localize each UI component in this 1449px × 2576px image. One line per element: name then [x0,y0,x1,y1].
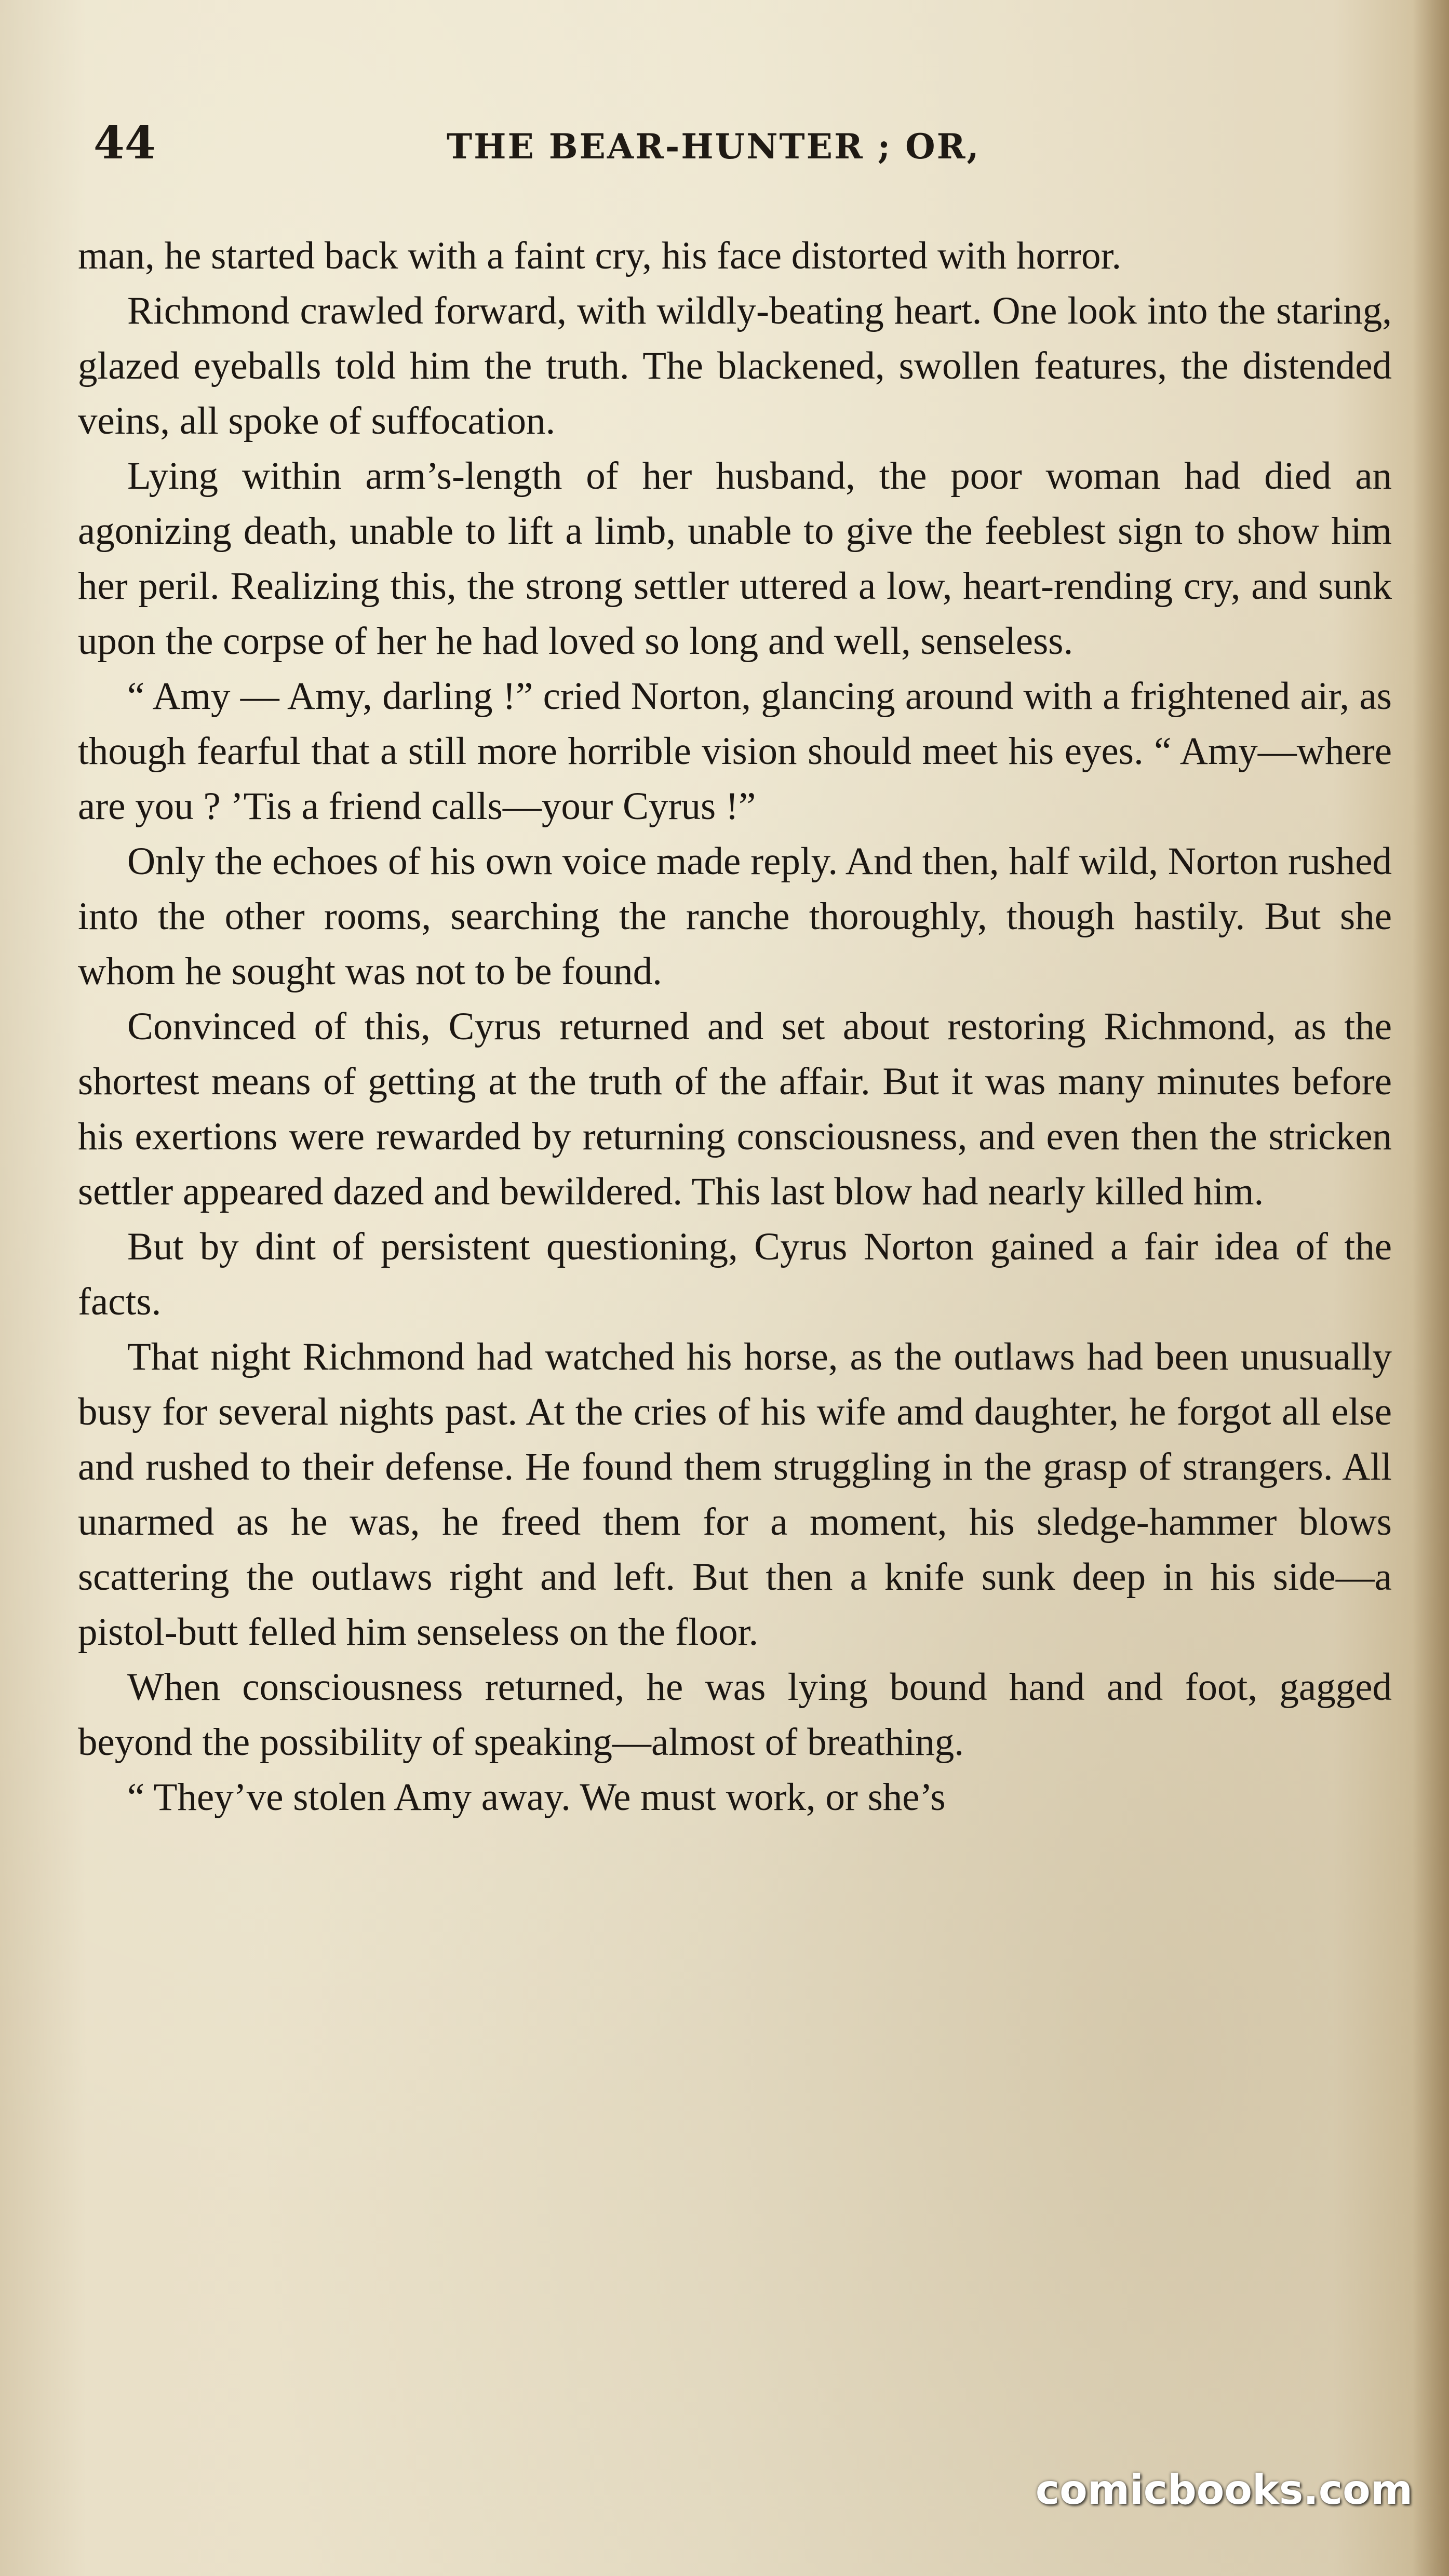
page-header [78,117,1392,179]
watermark: comicbooks.com [1035,2467,1413,2514]
paragraph: man, he started back with a faint cry, his face distorted with horror. [78,234,1122,277]
paragraph: When consciousness returned, he was lying bound hand and foot, gagged beyond the possibility of speaking—almost of breathing. [78,1666,1392,1764]
running-title: THE BEAR-HUNTER ; OR, [447,126,981,167]
paragraph: Lying within arm’s-length of her husband, the poor woman had died an agonizing death, unable to lift a limb, unable to give the feeblest sign to show him her peril. Realizing this, the strong settler uttered a low, heart-rending cry, and sunk upon the corpse of her he had loved so long and well, senseless. [78,454,1392,663]
body-text [78,229,1392,1825]
paragraph: “ They’ve stolen Amy away. We must work, or she’s [127,1776,946,1819]
paragraph: Only the echoes of his own voice made reply. And then, half wild, Norton rushed into the other rooms, searching the ranche thoroughly, though hastily. But she whom he sought was not to be found. [78,840,1392,993]
paragraph: Richmond crawled forward, with wildly-beating heart. One look into the staring, glazed eyeballs told him the truth. The blackened, swollen features, the distended veins, all spoke of suffocation. [78,289,1392,442]
paragraph: But by dint of persistent questioning, Cyrus Norton gained a fair idea of the facts. [78,1225,1392,1323]
paragraph: That night Richmond had watched his horse, as the outlaws had been unusually busy for several nights past. At the cries of his wife amd daughter, he forgot all else and rushed to their defense. He found them struggling in the grasp of strangers. All unarmed as he was, he freed them for a moment, his sledge-hammer blows scattering the outlaws right and left. But then a knife sunk deep in his side—a pistol-butt felled him senseless on the floor. [78,1335,1392,1654]
paragraph: “ Amy — Amy, darling !” cried Norton, glancing around with a frightened air, as though fearful that a still more horrible vision should meet his eyes. “ Amy—where are you ? ’Tis a friend calls—your Cyrus !” [78,675,1392,828]
page-edge-shadow [1413,0,1449,2576]
paragraph: Convinced of this, Cyrus returned and set about restoring Richmond, as the shortest means of getting at the truth of the affair. But it was many minutes before his exertions were rewarded by returning consciousness, and even then the stricken settler appeared dazed and bewildered. This last blow had nearly killed him. [78,1005,1392,1213]
page-number: 44 [93,117,156,169]
